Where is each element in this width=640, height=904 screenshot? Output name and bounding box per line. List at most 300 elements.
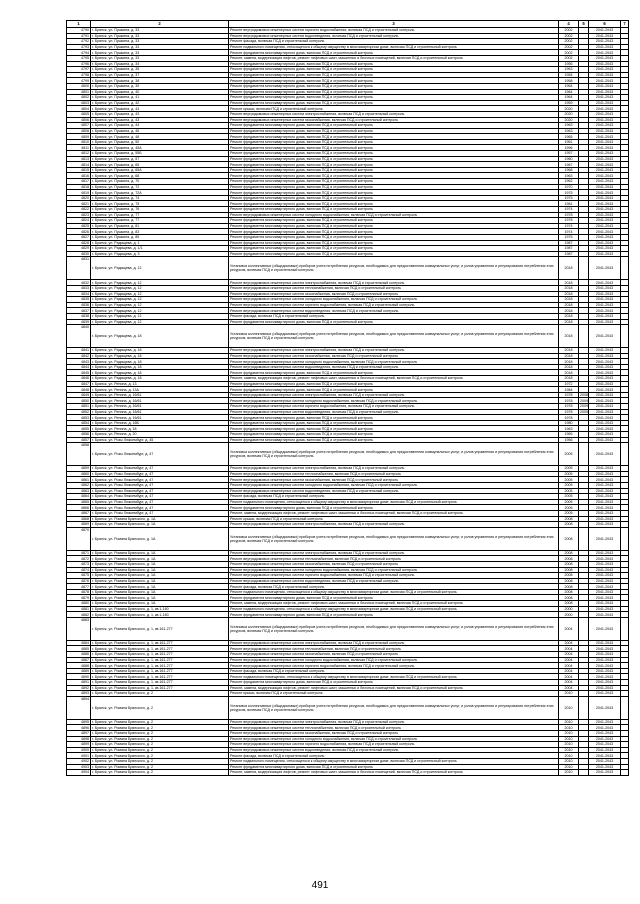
table-row <box>67 696 629 719</box>
cell-year-built: 2008 <box>559 556 579 562</box>
cell-work-type: Ремонт фундамента многоквартирного дома, включая ПСД и строительный контроль <box>229 134 559 140</box>
cell-year-built: 2008 <box>559 601 579 607</box>
cell-planned-period: 2041-2043 <box>589 657 621 663</box>
cell-row-number: 4819 <box>67 190 91 196</box>
cell-address: г. Брянск, ул. Пушкина, д. 33 <box>91 33 229 39</box>
cell-row-number: 4892 <box>67 685 91 691</box>
cell-note <box>621 527 629 550</box>
cell-row-number: 4798 <box>67 72 91 78</box>
cell-year-built: 2008 <box>559 567 579 573</box>
cell-address: г. Брянск, ул. Романа Брянского, д. 2 <box>91 730 229 736</box>
cell-planned-period: 2041-2043 <box>589 234 621 240</box>
cell-planned-period: 2041-2043 <box>589 370 621 376</box>
cell-address: г. Брянск, ул. Романа Брянского, д. 1А <box>91 595 229 601</box>
cell-year-built: 2002 <box>559 50 579 56</box>
cell-address: г. Брянск, ул. Розы Люксембург, д. 47 <box>91 443 229 466</box>
cell-address: г. Брянск, ул. Розы Люксембург, д. 47 <box>91 499 229 505</box>
cell-address: г. Брянск, ул. Пушкина, д. 33 <box>91 44 229 50</box>
table-row <box>67 770 629 776</box>
cell-row-number: 4858 <box>67 443 91 466</box>
cell-address: г. Брянск, ул. Романа Брянского, д. 2 <box>91 753 229 759</box>
cell-address: г. Брянск, ул. Пушкина, д. 50 <box>91 139 229 145</box>
cell-row-number: 4849 <box>67 392 91 398</box>
cell-row-number: 4829 <box>67 246 91 252</box>
table-row <box>67 257 629 280</box>
cell-address: г. Брянск, ул. Пушкина, д. 76 <box>91 207 229 213</box>
cell-row-number: 4894 <box>67 696 91 719</box>
cell-year-built: 1974 <box>559 207 579 213</box>
cell-work-type: Ремонт внутридомовых инженерных систем холодного водоснабжения, включая ПСД и строительный контроль <box>229 657 559 663</box>
table-row <box>67 443 629 466</box>
cell-work-type: Ремонт внутридомовых инженерных систем водоотведения, включая ПСД и строительный контроль <box>229 578 559 584</box>
cell-planned-period: 2041-2043 <box>589 404 621 410</box>
cell-planned-period: 2041-2043 <box>589 111 621 117</box>
cell-work-type: Ремонт, замена, модернизация лифтов, ремонт лифтовых шахт, машинных и блочных помещений, включая ПСД и строительный контроль <box>229 770 559 776</box>
cell-year-built: 2005 <box>559 466 579 472</box>
cell-row-number: 4813 <box>67 156 91 162</box>
cell-work-type: Ремонт фундамента многоквартирного дома, включая ПСД и строительный контроль <box>229 162 559 168</box>
cell-planned-period: 2041-2043 <box>589 280 621 286</box>
cell-work-type: Установка коллективных (общедомовых) приборов учета потребления ресурсов, необходимых для предоставления коммунальных услуг, и узлов управления и регулирования потребления этих ресурсов, включая ПСД и строительный контроль <box>229 257 559 280</box>
cell-address: г. Брянск, ул. Репина, д. 20 <box>91 432 229 438</box>
cell-address: г. Брянск, ул. Пушкина, д. 72 <box>91 184 229 190</box>
cell-planned-period: 2041-2043 <box>589 207 621 213</box>
cell-year-built: 2008 <box>559 550 579 556</box>
cell-work-type: Ремонт фундамента многоквартирного дома, включая ПСД и строительный контроль <box>229 83 559 89</box>
cell-row-number: 4815 <box>67 167 91 173</box>
cell-year-built: 1965 <box>559 432 579 438</box>
cell-row-number: 4856 <box>67 432 91 438</box>
cell-address: г. Брянск, ул. Розы Люксембург, д. 47 <box>91 488 229 494</box>
cell-year-built: 2010 <box>559 753 579 759</box>
cell-work-type: Ремонт внутридомовых инженерных систем электроснабжения, включая ПСД и строительный контроль <box>229 719 559 725</box>
cell-address: г. Брянск, ул. Романа Брянского, д. 1, кв.161-277 <box>91 646 229 652</box>
cell-address: г. Брянск, ул. Радищева, д. 12 <box>91 308 229 314</box>
cell-row-number: 4803 <box>67 100 91 106</box>
cell-address: г. Брянск, ул. Романа Брянского, д. 2 <box>91 770 229 776</box>
cell-planned-period: 2041-2043 <box>589 285 621 291</box>
cell-planned-period: 2041-2043 <box>589 128 621 134</box>
cell-address: г. Брянск, ул. Радищева, д. 18 <box>91 325 229 348</box>
cell-year-built: 1957 <box>559 151 579 157</box>
cell-row-number: 4839 <box>67 319 91 325</box>
cell-work-type: Ремонт внутридомовых инженерных систем холодного водоснабжения, включая ПСД и строительный контроль <box>229 482 559 488</box>
cell-planned-period: 2041-2043 <box>589 770 621 776</box>
cell-work-type: Ремонт внутридомовых инженерных систем теплоснабжения, включая ПСД и строительный контроль <box>229 646 559 652</box>
cell-work-type: Ремонт фундамента многоквартирного дома, включая ПСД и строительный контроль <box>229 139 559 145</box>
cell-work-type: Ремонт внутридомовых инженерных систем водоотведения, включая ПСД и строительный контроль <box>229 33 559 39</box>
cell-work-type: Ремонт внутридомовых инженерных систем теплоснабжения, включая ПСД и строительный контроль <box>229 471 559 477</box>
cell-year-built: 2008 <box>559 527 579 550</box>
cell-row-number: 4837 <box>67 308 91 314</box>
cell-planned-period: 2041-2043 <box>589 578 621 584</box>
cell-work-type: Ремонт внутридомовых инженерных систем горячего водоснабжения, включая ПСД и строительный контроль <box>229 663 559 669</box>
cell-planned-period: 2041-2043 <box>589 184 621 190</box>
cell-row-number: 4878 <box>67 589 91 595</box>
cell-planned-period: 2041-2043 <box>589 612 621 618</box>
cell-planned-period: 2041-2043 <box>589 420 621 426</box>
cell-year-built: 2018 <box>559 297 579 303</box>
cell-work-type: Ремонт внутридомовых инженерных систем теплоснабжения, включая ПСД и строительный контроль <box>229 285 559 291</box>
cell-work-type: Ремонт подвального помещения, относящегося к общему имуществу в многоквартирном доме, включая ПСД и строительный контроль <box>229 589 559 595</box>
cell-work-type: Ремонт внутридомовых инженерных систем газоснабжения, включая ПСД и строительный контроль <box>229 477 559 483</box>
cell-work-type: Ремонт фасада, включая ПСД и строительный контроль <box>229 668 559 674</box>
cell-row-number: 4852 <box>67 409 91 415</box>
cell-year-built: 2004 <box>559 657 579 663</box>
cell-work-type: Ремонт внутридомовых инженерных систем электроснабжения, включая ПСД и строительный контроль <box>229 348 559 354</box>
cell-planned-period: 2041-2043 <box>589 179 621 185</box>
cell-year-built: 2018 <box>559 280 579 286</box>
cell-address: г. Брянск, ул. Романа Брянского, д. 1, кв.161-277 <box>91 640 229 646</box>
cell-work-type: Ремонт внутридомовых инженерных систем горячего водоснабжения, включая ПСД и строительный контроль <box>229 742 559 748</box>
cell-work-type: Ремонт фундамента многоквартирного дома, включая ПСД и строительный контроль <box>229 100 559 106</box>
cell-work-type: Ремонт внутридомовых инженерных систем газоснабжения, включая ПСД и строительный контроль <box>229 561 559 567</box>
cell-year-built: 2004 <box>559 640 579 646</box>
cell-row-number: 4904 <box>67 770 91 776</box>
cell-work-type: Ремонт крыши, включая ПСД и строительный контроль <box>229 691 559 697</box>
cell-row-number: 4903 <box>67 764 91 770</box>
cell-year-built: 1978 <box>559 212 579 218</box>
cell-year-built: 2004 <box>559 680 579 686</box>
cell-work-type: Ремонт фундамента многоквартирного дома, включая ПСД и строительный контроль <box>229 195 559 201</box>
cell-planned-period: 2041-2043 <box>589 426 621 432</box>
cell-work-type: Ремонт фундамента многоквартирного дома, включая ПСД и строительный контроль <box>229 426 559 432</box>
cell-work-type: Ремонт фундамента многоквартирного дома, включая ПСД и строительный контроль <box>229 595 559 601</box>
cell-address: г. Брянск, ул. Романа Брянского, д. 1А <box>91 567 229 573</box>
cell-planned-period: 2041-2043 <box>589 376 621 382</box>
cell-address: г. Брянск, ул. Романа Брянского, д. 1, кв.161-277 <box>91 617 229 640</box>
cell-work-type: Ремонт внутридомовых инженерных систем электроснабжения, включая ПСД и строительный контроль <box>229 522 559 528</box>
cell-address: г. Брянск, ул. Романа Брянского, д. 1А <box>91 522 229 528</box>
cell-year-built: 2020 <box>559 106 579 112</box>
cell-address: г. Брянск, ул. Репина, д. 13 <box>91 381 229 387</box>
cell-planned-period: 2041-2043 <box>589 55 621 61</box>
cell-row-number: 4826 <box>67 229 91 235</box>
cell-planned-period: 2041-2043 <box>589 325 621 348</box>
cell-year-last-repair: 2009 <box>580 404 588 409</box>
cell-year-built: 1963 <box>559 128 579 134</box>
cell-row-number: 4825 <box>67 223 91 229</box>
cell-work-type: Ремонт внутридомовых инженерных систем холодного водоснабжения, включая ПСД и строительный контроль <box>229 398 559 404</box>
cell-work-type: Ремонт фундамента многоквартирного дома, включая ПСД и строительный контроль <box>229 67 559 73</box>
cell-row-number: 4864 <box>67 494 91 500</box>
cell-planned-period: 2041-2043 <box>589 195 621 201</box>
cell-address: г. Брянск, ул. Радищева, д. 1 <box>91 240 229 246</box>
cell-year-built: 2002 <box>559 39 579 45</box>
cell-address: г. Брянск, ул. Розы Люксембург, д. 45 <box>91 437 229 443</box>
cell-address: г. Брянск, ул. Розы Люксембург, д. 47 <box>91 505 229 511</box>
cell-year-last-repair <box>579 257 589 280</box>
cell-row-number: 4896 <box>67 725 91 731</box>
cell-year-built: 1974 <box>559 223 579 229</box>
cell-year-built: 2005 <box>559 477 579 483</box>
cell-work-type: Ремонт крыши, включая ПСД и строительный контроль <box>229 516 559 522</box>
cell-planned-period: 2041-2043 <box>589 291 621 297</box>
cell-work-type: Ремонт, замена, модернизация лифтов, ремонт лифтовых шахт, машинных и блочных помещений, включая ПСД и строительный контроль <box>229 510 559 516</box>
cell-row-number: 4850 <box>67 398 91 404</box>
cell-row-number: 4848 <box>67 387 91 393</box>
cell-planned-period: 2041-2043 <box>589 725 621 731</box>
cell-address: г. Брянск, ул. Романа Брянского, д. 1, кв.161-277 <box>91 674 229 680</box>
cell-address: г. Брянск, ул. Романа Брянского, д. 1А <box>91 584 229 590</box>
cell-row-number: 4879 <box>67 595 91 601</box>
cell-work-type: Ремонт фундамента многоквартирного дома, включая ПСД и строительный контроль <box>229 190 559 196</box>
cell-row-number: 4884 <box>67 640 91 646</box>
cell-work-type: Ремонт внутридомовых инженерных систем холодного водоснабжения, включая ПСД и строительный контроль <box>229 736 559 742</box>
cell-row-number: 4872 <box>67 556 91 562</box>
cell-work-type: Ремонт фундамента многоквартирного дома, включая ПСД и строительный контроль <box>229 223 559 229</box>
cell-work-type: Ремонт внутридомовых инженерных систем холодного водоснабжения, включая ПСД и строительный контроль <box>229 567 559 573</box>
cell-row-number: 4865 <box>67 499 91 505</box>
cell-year-built: 2010 <box>559 758 579 764</box>
cell-work-type: Ремонт фундамента многоквартирного дома, включая ПСД и строительный контроль <box>229 370 559 376</box>
cell-year-built: 2010 <box>559 719 579 725</box>
cell-work-type: Ремонт фундамента многоквартирного дома, включая ПСД и строительный контроль <box>229 89 559 95</box>
cell-row-number: 4846 <box>67 376 91 382</box>
cell-address: г. Брянск, ул. Романа Брянского, д. 1, кв.161-277 <box>91 652 229 658</box>
cell-address: г. Брянск, ул. Романа Брянского, д. 2 <box>91 764 229 770</box>
cell-row-number: 4860 <box>67 471 91 477</box>
cell-year-built: 2020 <box>559 111 579 117</box>
cell-planned-period: 2041-2043 <box>589 156 621 162</box>
cell-address: г. Брянск, ул. Розы Люксембург, д. 47 <box>91 482 229 488</box>
cell-planned-period: 2041-2043 <box>589 162 621 168</box>
cell-row-number: 4880 <box>67 601 91 607</box>
cell-row-number: 4842 <box>67 353 91 359</box>
header-col-3: 3 <box>229 21 559 28</box>
cell-work-type: Ремонт фундамента многоквартирного дома, включая ПСД и строительный контроль <box>229 680 559 686</box>
cell-row-number: 4796 <box>67 61 91 67</box>
cell-planned-period: 2041-2043 <box>589 313 621 319</box>
cell-row-number: 4828 <box>67 240 91 246</box>
cell-work-type: Ремонт фундамента многоквартирного дома, включая ПСД и строительный контроль <box>229 505 559 511</box>
cell-planned-period: 2041-2043 <box>589 28 621 34</box>
cell-row-number: 4800 <box>67 83 91 89</box>
cell-year-built: 1962 <box>559 179 579 185</box>
cell-planned-period: 2041-2043 <box>589 257 621 280</box>
cell-row-number: 4883 <box>67 617 91 640</box>
cell-work-type: Ремонт фундамента многоквартирного дома, включая ПСД и строительный контроль <box>229 207 559 213</box>
cell-address: г. Брянск, ул. Радищева, д. 18 <box>91 364 229 370</box>
cell-row-number: 4854 <box>67 420 91 426</box>
cell-row-number: 4831 <box>67 257 91 280</box>
cell-row-number: 4834 <box>67 291 91 297</box>
cell-planned-period: 2041-2043 <box>589 640 621 646</box>
header-col-4: 4 <box>559 21 579 28</box>
cell-planned-period: 2041-2043 <box>589 606 621 612</box>
cell-address: г. Брянск, ул. Пушкина, д. 65А <box>91 167 229 173</box>
cell-row-number: 4797 <box>67 67 91 73</box>
cell-work-type: Ремонт, замена, модернизация лифтов, ремонт лифтовых шахт, машинных и блочных помещений, включая ПСД и строительный контроль <box>229 601 559 607</box>
cell-planned-period: 2041-2043 <box>589 668 621 674</box>
cell-work-type: Ремонт фундамента многоквартирного дома, включая ПСД и строительный контроль <box>229 415 559 421</box>
cell-row-number: 4816 <box>67 173 91 179</box>
cell-planned-period: 2041-2043 <box>589 387 621 393</box>
cell-planned-period: 2041-2043 <box>589 223 621 229</box>
cell-work-type: Ремонт фундамента многоквартирного дома, включая ПСД и строительный контроль <box>229 151 559 157</box>
cell-planned-period: 2041-2043 <box>589 550 621 556</box>
cell-year-last-repair <box>579 696 589 719</box>
cell-row-number: 4817 <box>67 179 91 185</box>
cell-year-built: 2008 <box>559 589 579 595</box>
cell-address: г. Брянск, ул. Романа Брянского, д. 1А <box>91 550 229 556</box>
cell-address: г. Брянск, ул. Пушкина, д. 44 <box>91 123 229 129</box>
cell-year-built: 2008 <box>559 573 579 579</box>
cell-year-built: 1975 <box>559 190 579 196</box>
cell-address: г. Брянск, ул. Романа Брянского, д. 1А <box>91 561 229 567</box>
cell-row-number: 4875 <box>67 573 91 579</box>
cell-work-type: Ремонт фундамента многоквартирного дома, включая ПСД и строительный контроль <box>229 246 559 252</box>
cell-planned-period: 2041-2043 <box>589 488 621 494</box>
cell-planned-period: 2041-2043 <box>589 89 621 95</box>
cell-work-type: Ремонт, замена, модернизация лифтов, ремонт лифтовых шахт, машинных и блочных помещений, включая ПСД и строительный контроль <box>229 55 559 61</box>
cell-address: г. Брянск, ул. Пушкина, д. 77 <box>91 218 229 224</box>
cell-year-built: 2018 <box>559 291 579 297</box>
cell-address: г. Брянск, ул. Пушкина, д. 75 <box>91 201 229 207</box>
cell-row-number: 4887 <box>67 657 91 663</box>
cell-address: г. Брянск, ул. Пушкина, д. 35 <box>91 67 229 73</box>
cell-address: г. Брянск, ул. Пушкина, д. 41 <box>91 95 229 101</box>
cell-row-number: 4866 <box>67 505 91 511</box>
cell-work-type: Ремонт внутридомовых инженерных систем водоотведения, включая ПСД и строительный контроль <box>229 747 559 753</box>
cell-work-type: Ремонт фасада, включая ПСД и строительный контроль <box>229 313 559 319</box>
cell-work-type: Ремонт внутридомовых инженерных систем водоотведения, включая ПСД и строительный контроль <box>229 308 559 314</box>
cell-row-number: 4901 <box>67 753 91 759</box>
cell-row-number: 4802 <box>67 95 91 101</box>
cell-address: г. Брянск, ул. Пушкина, д. 85 <box>91 234 229 240</box>
cell-year-built: 2004 <box>559 685 579 691</box>
cell-note <box>621 696 629 719</box>
cell-address: г. Брянск, ул. Пушкина, д. 38 <box>91 78 229 84</box>
cell-row-number: 4871 <box>67 550 91 556</box>
cell-row-number: 4804 <box>67 106 91 112</box>
cell-year-built: 2018 <box>559 348 579 354</box>
header-col-1: 1 <box>67 21 91 28</box>
cell-year-built: 1974 <box>559 229 579 235</box>
cell-address: г. Брянск, ул. Романа Брянского, д. 1А <box>91 527 229 550</box>
cell-row-number: 4838 <box>67 313 91 319</box>
cell-year-built: 1968 <box>559 167 579 173</box>
cell-row-number: 4898 <box>67 736 91 742</box>
cell-year-built: 2018 <box>559 364 579 370</box>
cell-row-number: 4847 <box>67 381 91 387</box>
cell-planned-period: 2041-2043 <box>589 218 621 224</box>
cell-year-built: 2008 <box>559 522 579 528</box>
cell-planned-period: 2041-2043 <box>589 573 621 579</box>
cell-row-number: 4877 <box>67 584 91 590</box>
cell-planned-period: 2041-2043 <box>589 477 621 483</box>
cell-planned-period: 2041-2043 <box>589 201 621 207</box>
cell-year-built: 2018 <box>559 325 579 348</box>
cell-row-number: 4841 <box>67 348 91 354</box>
cell-work-type: Ремонт фундамента многоквартирного дома, включая ПСД и строительный контроль <box>229 179 559 185</box>
cell-work-type: Ремонт внутридомовых инженерных систем газоснабжения, включая ПСД и строительный контроль <box>229 291 559 297</box>
cell-work-type: Ремонт фасада, включая ПСД и строительный контроль <box>229 39 559 45</box>
cell-work-type: Ремонт, замена, модернизация лифтов, ремонт лифтовых шахт, машинных и блочных помещений, включая ПСД и строительный контроль <box>229 376 559 382</box>
program-table <box>66 20 629 776</box>
cell-year-built: 2018 <box>559 376 579 382</box>
cell-year-built: 2010 <box>559 691 579 697</box>
cell-year-built: 1954 <box>559 72 579 78</box>
cell-address: г. Брянск, ул. Романа Брянского, д. 2 <box>91 691 229 697</box>
cell-year-built: 2005 <box>559 482 579 488</box>
cell-work-type: Ремонт внутридомовых инженерных систем холодного водоснабжения, включая ПСД и строительный контроль <box>229 359 559 365</box>
cell-planned-period: 2041-2043 <box>589 78 621 84</box>
table-row <box>67 527 629 550</box>
cell-planned-period: 2041-2043 <box>589 730 621 736</box>
cell-row-number: 4824 <box>67 218 91 224</box>
cell-address: г. Брянск, ул. Репина, д. 16/61 <box>91 392 229 398</box>
cell-work-type: Ремонт фундамента многоквартирного дома, включая ПСД и строительный контроль <box>229 201 559 207</box>
cell-planned-period: 2041-2043 <box>589 302 621 308</box>
cell-work-type: Ремонт фасада, включая ПСД и строительный контроль <box>229 584 559 590</box>
table-row <box>67 325 629 348</box>
cell-address: г. Брянск, ул. Пушкина, д. 42 <box>91 100 229 106</box>
cell-work-type: Ремонт фундамента многоквартирного дома, включая ПСД и строительный контроль <box>229 50 559 56</box>
cell-row-number: 4820 <box>67 195 91 201</box>
cell-planned-period: 2041-2043 <box>589 190 621 196</box>
cell-address: г. Брянск, ул. Романа Брянского, д. 2 <box>91 719 229 725</box>
cell-work-type: Ремонт внутридомовых инженерных систем водоотведения, включая ПСД и строительный контроль <box>229 364 559 370</box>
cell-address: г. Брянск, ул. Пушкина, д. 39 <box>91 83 229 89</box>
cell-row-number: 4889 <box>67 668 91 674</box>
cell-year-built: 1975 <box>559 195 579 201</box>
cell-address: г. Брянск, ул. Пушкина, д. 43 <box>91 106 229 112</box>
cell-planned-period: 2041-2043 <box>589 685 621 691</box>
cell-address: г. Брянск, ул. Репина, д. 16/61 <box>91 409 229 415</box>
cell-address: г. Брянск, ул. Романа Брянского, д. 1, кв.161-277 <box>91 685 229 691</box>
cell-planned-period: 2041-2043 <box>589 167 621 173</box>
cell-address: г. Брянск, ул. Романа Брянского, д. 1, кв.1-160 <box>91 612 229 618</box>
cell-planned-period: 2041-2043 <box>589 415 621 421</box>
cell-year-built: 1967 <box>559 162 579 168</box>
cell-work-type: Ремонт фундамента многоквартирного дома, включая ПСД и строительный контроль <box>229 420 559 426</box>
cell-planned-period: 2041-2043 <box>589 44 621 50</box>
cell-year-built: 1964 <box>559 95 579 101</box>
cell-address: г. Брянск, ул. Романа Брянского, д. 1А <box>91 578 229 584</box>
cell-planned-period: 2041-2043 <box>589 359 621 365</box>
cell-year-built: 2005 <box>559 471 579 477</box>
cell-year-built: 1987 <box>559 246 579 252</box>
cell-planned-period: 2041-2043 <box>589 83 621 89</box>
cell-note <box>621 443 629 466</box>
cell-row-number: 4893 <box>67 691 91 697</box>
cell-year-built: 1963 <box>559 173 579 179</box>
cell-address: г. Брянск, ул. Пушкина, д. 43 <box>91 117 229 123</box>
header-col-7: 7 <box>621 21 629 28</box>
cell-address: г. Брянск, ул. Романа Брянского, д. 1А <box>91 601 229 607</box>
header-col-5: 5 <box>579 21 589 28</box>
cell-planned-period: 2041-2043 <box>589 510 621 516</box>
cell-work-type: Установка коллективных (общедомовых) приборов учета потребления ресурсов, необходимых для предоставления коммунальных услуг, и узлов управления и регулирования потребления этих ресурсов, включая ПСД и строительный контроль <box>229 527 559 550</box>
cell-address: г. Брянск, ул. Радищева, д. 12 <box>91 319 229 325</box>
cell-address: г. Брянск, ул. Радищева, д. 12 <box>91 285 229 291</box>
cell-year-built: 2004 <box>559 663 579 669</box>
cell-address: г. Брянск, ул. Романа Брянского, д. 2 <box>91 736 229 742</box>
cell-year-built: 1987 <box>559 240 579 246</box>
cell-year-built: 2008 <box>559 595 579 601</box>
cell-year-built: 2002 <box>559 55 579 61</box>
cell-work-type: Установка коллективных (общедомовых) приборов учета потребления ресурсов, необходимых для предоставления коммунальных услуг, и узлов управления и регулирования потребления этих ресурсов, включая ПСД и строительный контроль <box>229 443 559 466</box>
cell-note <box>621 257 629 280</box>
cell-row-number: 4853 <box>67 415 91 421</box>
cell-row-number: 4795 <box>67 55 91 61</box>
cell-row-number: 4827 <box>67 234 91 240</box>
cell-work-type: Ремонт фундамента многоквартирного дома, включая ПСД и строительный контроль <box>229 72 559 78</box>
cell-planned-period: 2041-2043 <box>589 39 621 45</box>
cell-year-built: 2010 <box>559 747 579 753</box>
cell-work-type: Ремонт фундамента многоквартирного дома, включая ПСД и строительный контроль <box>229 61 559 67</box>
